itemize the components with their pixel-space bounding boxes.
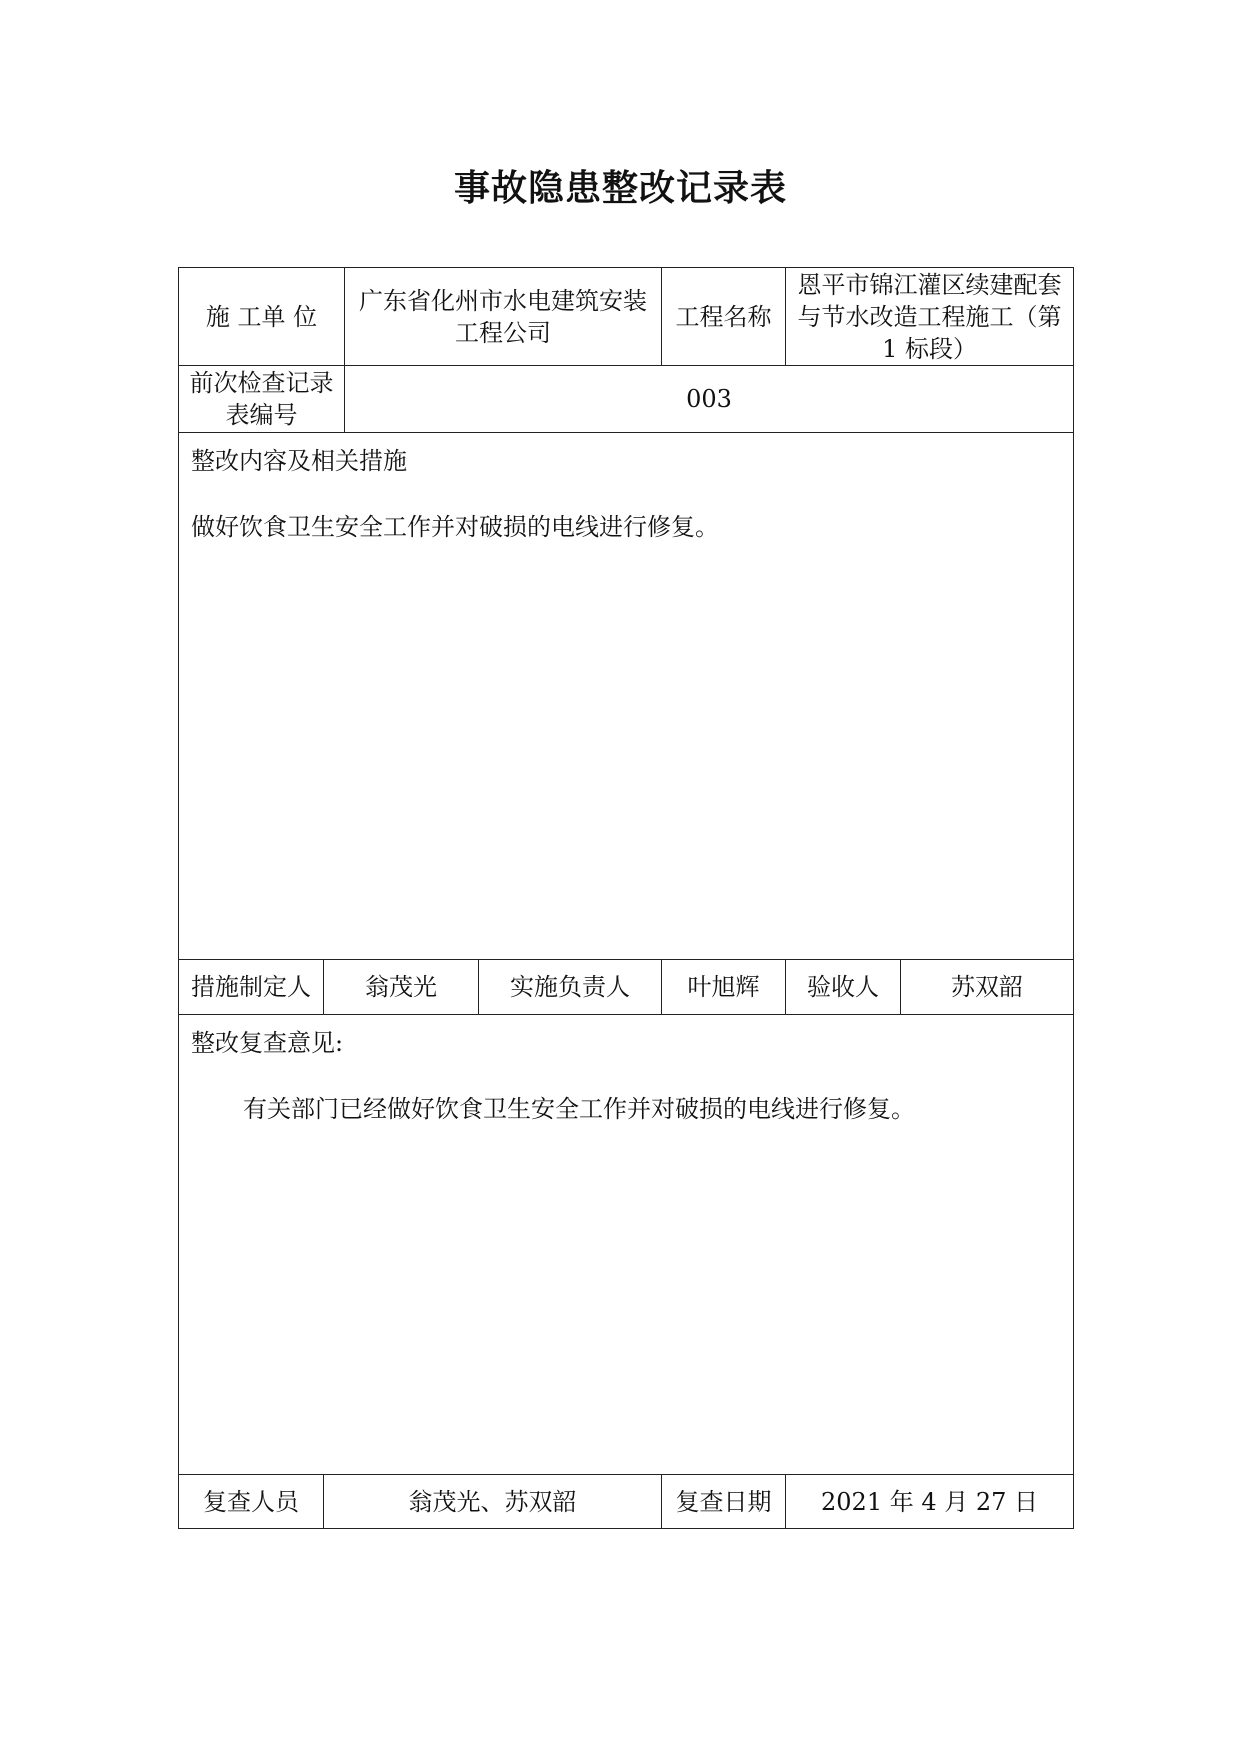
- reviewer-label: 复查人员: [179, 1475, 324, 1529]
- row-unit-project: [179, 268, 1074, 366]
- row-responsible-people: [179, 960, 1074, 1015]
- review-heading: 整改复查意见:: [191, 1029, 344, 1057]
- rectification-record-table: [178, 267, 1074, 1529]
- row-rectification-content: [179, 433, 1074, 960]
- acceptor-label: 验收人: [786, 960, 901, 1015]
- construction-unit-text: 广东省化州市水电建筑安装工程公司: [359, 286, 648, 347]
- executor-value: 叶旭辉: [662, 960, 786, 1015]
- previous-record-number: 003: [345, 366, 1074, 433]
- project-name-label: 工程名称: [662, 268, 786, 366]
- measure-maker-label: 措施制定人: [179, 960, 324, 1015]
- review-date-label: 复查日期: [662, 1475, 786, 1529]
- construction-unit-value: [345, 268, 662, 366]
- construction-unit-label: 施 工单 位: [179, 268, 345, 366]
- review-date-value: 2021 年 4 月 27 日: [786, 1475, 1074, 1529]
- measure-maker-value: 翁茂光: [324, 960, 479, 1015]
- row-review-opinion: [179, 1015, 1074, 1475]
- project-name-text: 恩平市锦江灌区续建配套与节水改造工程施工（第 1 标段）: [797, 270, 1062, 363]
- page-title: 事故隐患整改记录表: [453, 168, 787, 209]
- review-opinion-cell: [179, 1015, 1074, 1475]
- executor-label: 实施负责人: [479, 960, 662, 1015]
- row-previous-record: [179, 366, 1074, 433]
- rectification-content-cell: [179, 433, 1074, 960]
- review-content: 有关部门已经做好饮食卫生安全工作并对破损的电线进行修复。: [243, 1095, 915, 1123]
- project-name-value: [786, 268, 1074, 366]
- rectification-content: 做好饮食卫生安全工作并对破损的电线进行修复。: [191, 513, 719, 541]
- row-review-footer: [179, 1475, 1074, 1529]
- acceptor-value: 苏双韶: [901, 960, 1074, 1015]
- rectification-heading: 整改内容及相关措施: [191, 447, 407, 475]
- reviewer-value: 翁茂光、苏双韶: [324, 1475, 662, 1529]
- previous-record-label: 前次检查记录表编号: [179, 366, 345, 433]
